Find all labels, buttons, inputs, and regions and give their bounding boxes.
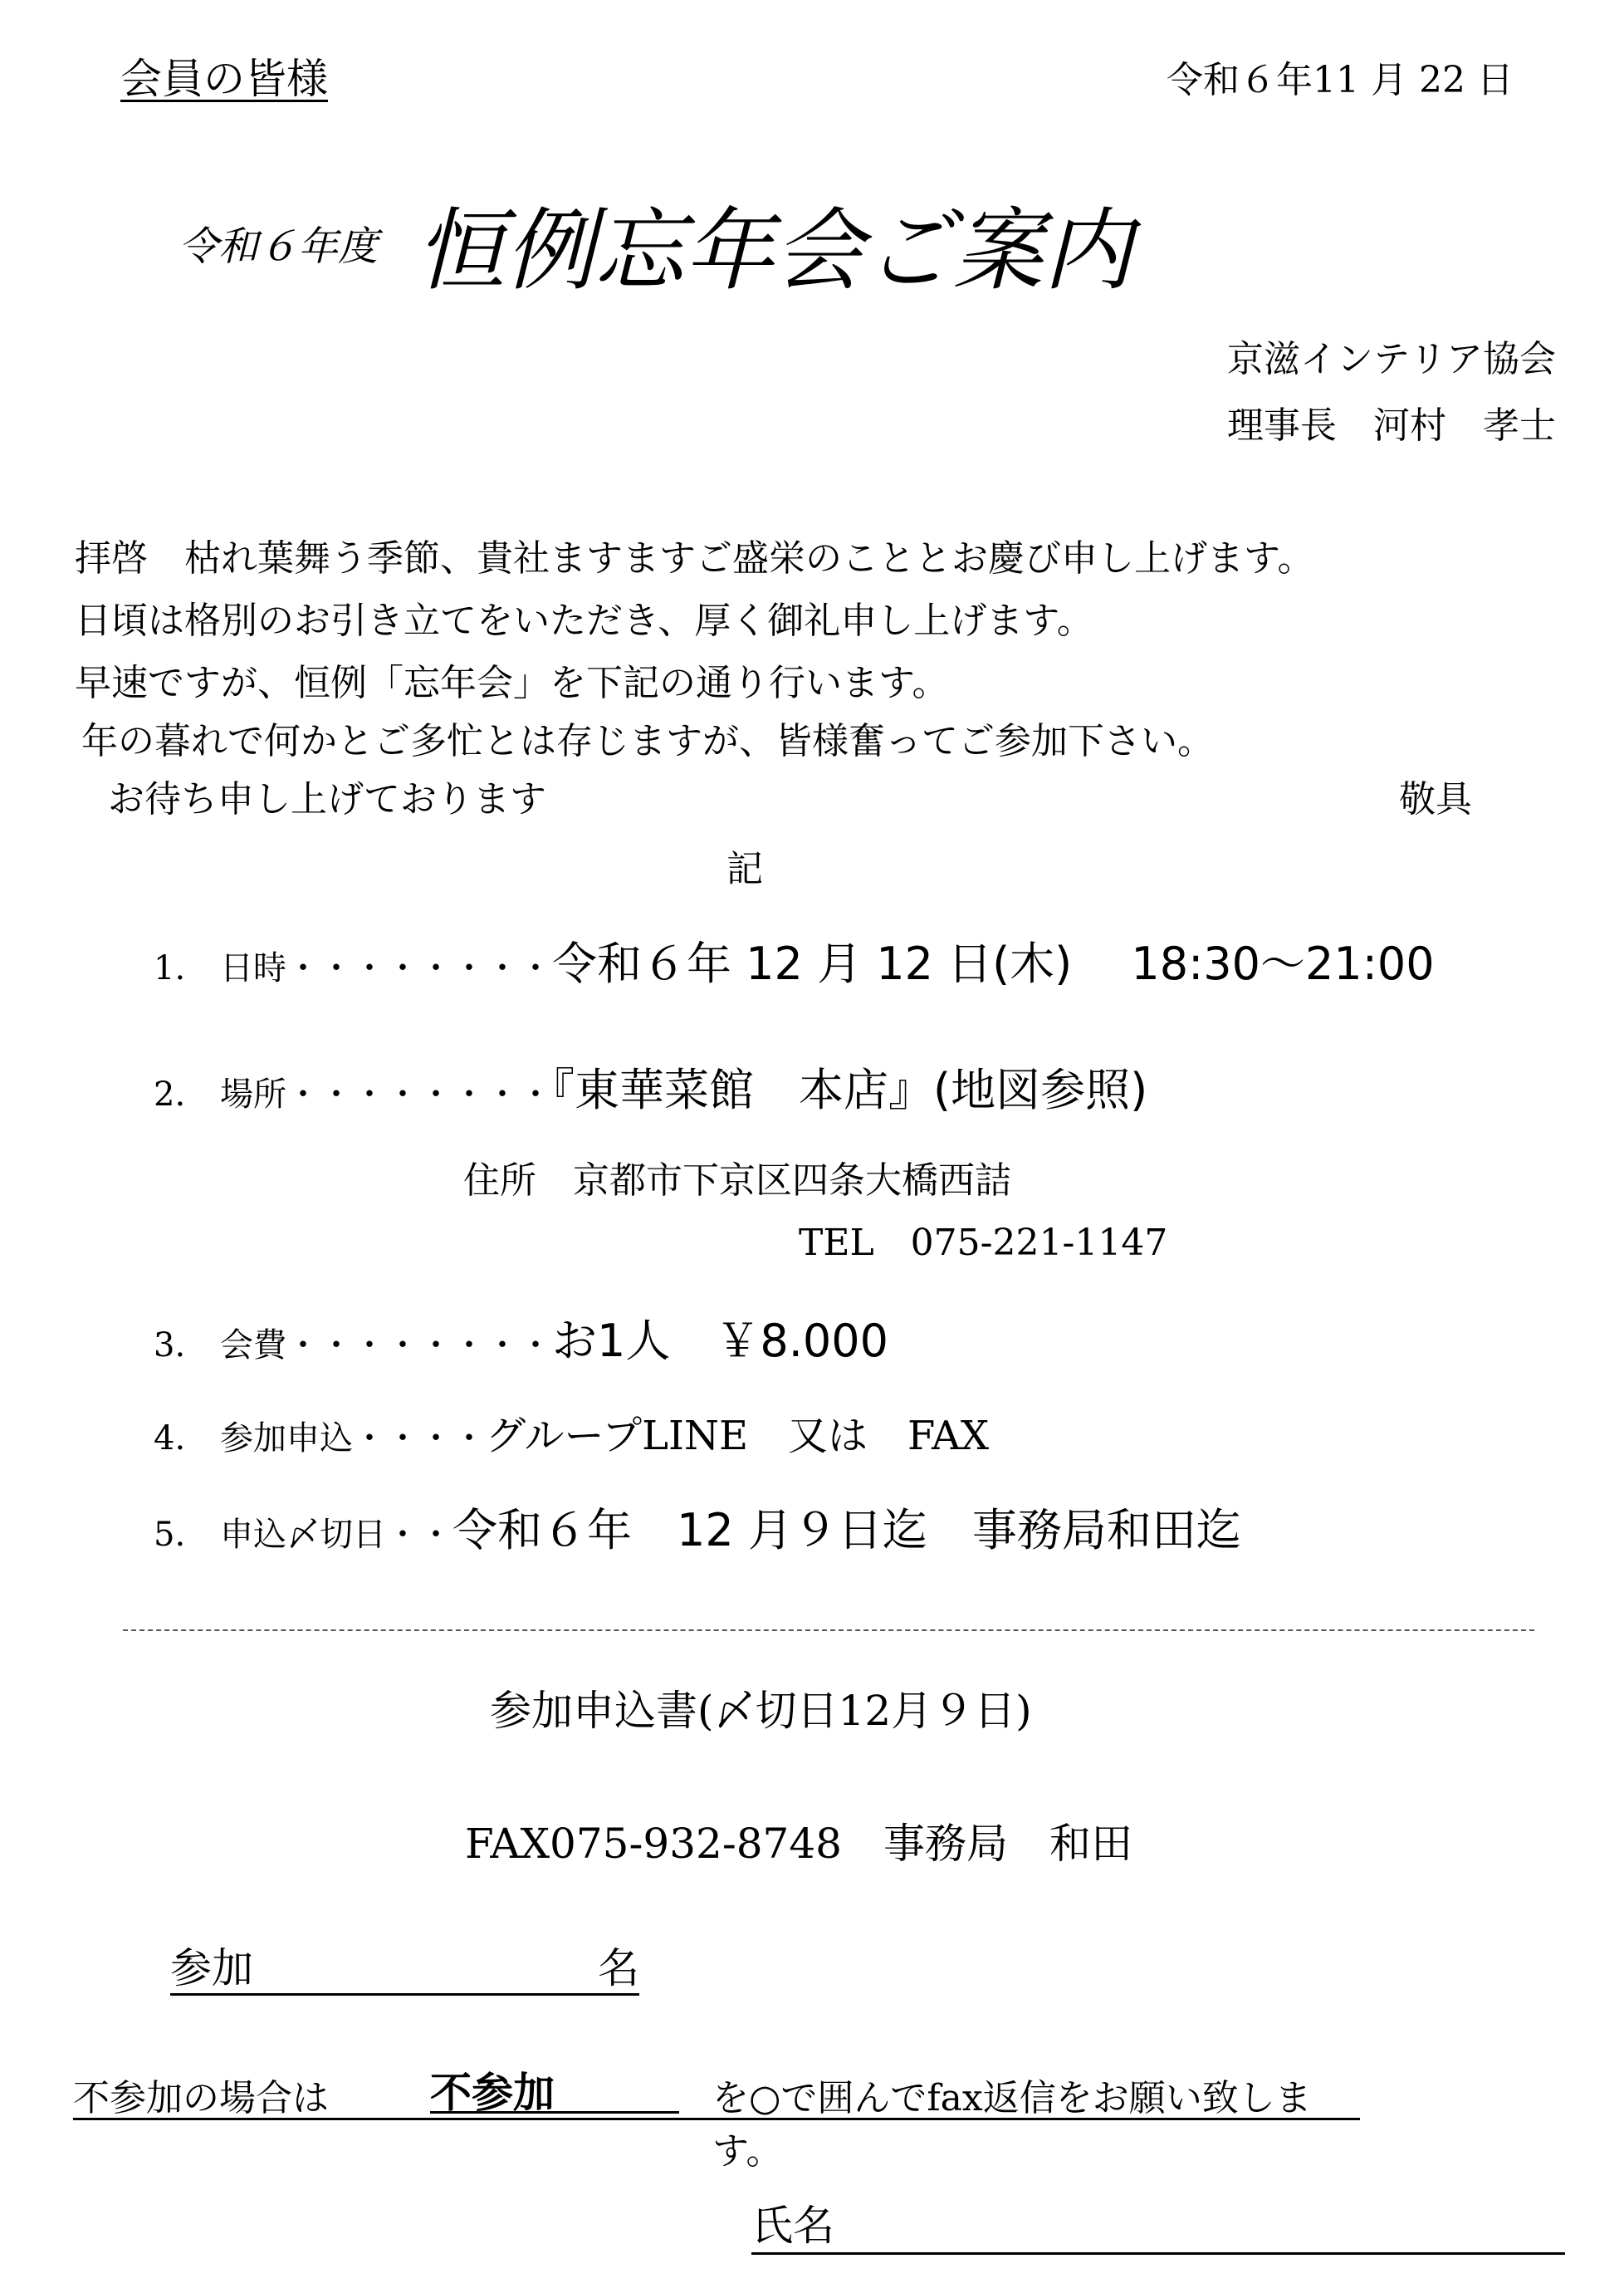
item-label: 参加申込・・・・ — [220, 1419, 486, 1458]
item-number: 3. — [154, 1326, 186, 1364]
absence-notice — [73, 2060, 1360, 2173]
attend-unit: 名 — [598, 1944, 639, 1992]
item-number: 5. — [154, 1516, 186, 1554]
item-venue — [154, 1055, 1147, 1119]
cut-line-divider — [123, 1629, 1534, 1631]
body-line: 拝啓 枯れ葉舞う季節、貴社ますますご盛栄のこととお慶び申し上げます。 — [75, 537, 1314, 580]
attend-label: 参加 — [170, 1944, 253, 1992]
item-number: 4. — [154, 1419, 186, 1458]
item-label: 会費・・・・・・・・ — [220, 1326, 552, 1364]
item-deadline — [154, 1495, 1241, 1559]
absent-option-underline — [430, 2111, 679, 2114]
item-value: お1人 ￥8.000 — [552, 1315, 888, 1367]
sender-organization: 京滋インテリア協会 — [1227, 338, 1556, 380]
item-number: 1. — [154, 949, 186, 987]
body-line: 年の暮れで何かとご多忙とは存じますが、皆様奮ってご参加下さい。 — [81, 720, 1214, 762]
item-label: 場所・・・・・・・・ — [220, 1075, 552, 1114]
ki-heading: 記 — [726, 848, 763, 890]
title-prefix: 令和６年度 — [179, 223, 379, 270]
item-value: 令和６年 12 月 12 日(木) 18:30～21:00 — [552, 938, 1435, 990]
name-field[interactable] — [751, 2192, 1565, 2255]
venue-tel: TEL 075-221-1147 — [799, 1222, 1168, 1264]
item-application — [154, 1404, 989, 1461]
closing-keigu: 敬具 — [1399, 778, 1472, 821]
sender-chairman: 理事長 河村 孝士 — [1227, 404, 1556, 447]
item-value: 令和６年 12 月９日迄 事務局和田迄 — [452, 1504, 1241, 1556]
body-line: 日頃は格別のお引き立てをいただき、厚く御礼申し上げます。 — [75, 600, 1093, 642]
item-label: 申込〆切日・・ — [220, 1516, 452, 1554]
item-label: 日時・・・・・・・・ — [220, 949, 552, 987]
absent-option[interactable]: 不参加 — [430, 2069, 555, 2117]
form-title: 参加申込書(〆切日12月９日) — [490, 1687, 1032, 1735]
item-datetime — [154, 928, 1435, 992]
item-number: 2. — [154, 1075, 186, 1114]
item-value: グループLINE 又は FAX — [486, 1413, 990, 1459]
attendance-count-field[interactable] — [170, 1935, 639, 1996]
absent-prefix: 不参加の場合は — [73, 2077, 329, 2119]
item-fee — [154, 1306, 888, 1369]
body-line: 早速ですが、恒例「忘年会」を下記の通り行います。 — [75, 662, 949, 704]
document-date: 令和６年11 月 22 日 — [1167, 59, 1514, 101]
title — [179, 179, 1132, 307]
body-line: お待ち申し上げております — [108, 778, 546, 821]
form-fax: FAX075-932-8748 事務局 和田 — [465, 1820, 1132, 1868]
title-main: 恒例忘年会ご案内 — [415, 199, 1133, 303]
addressee: 会員の皆様 — [120, 55, 328, 103]
item-value: 『東華菜館 本店』(地図参照) — [552, 1064, 1148, 1116]
venue-address: 住所 京都市下京区四条大橋西詰 — [463, 1159, 1011, 1202]
name-label: 氏名 — [751, 2202, 834, 2250]
absent-suffix: を○で囲んでfax返信をお願い致します。 — [712, 2077, 1312, 2173]
